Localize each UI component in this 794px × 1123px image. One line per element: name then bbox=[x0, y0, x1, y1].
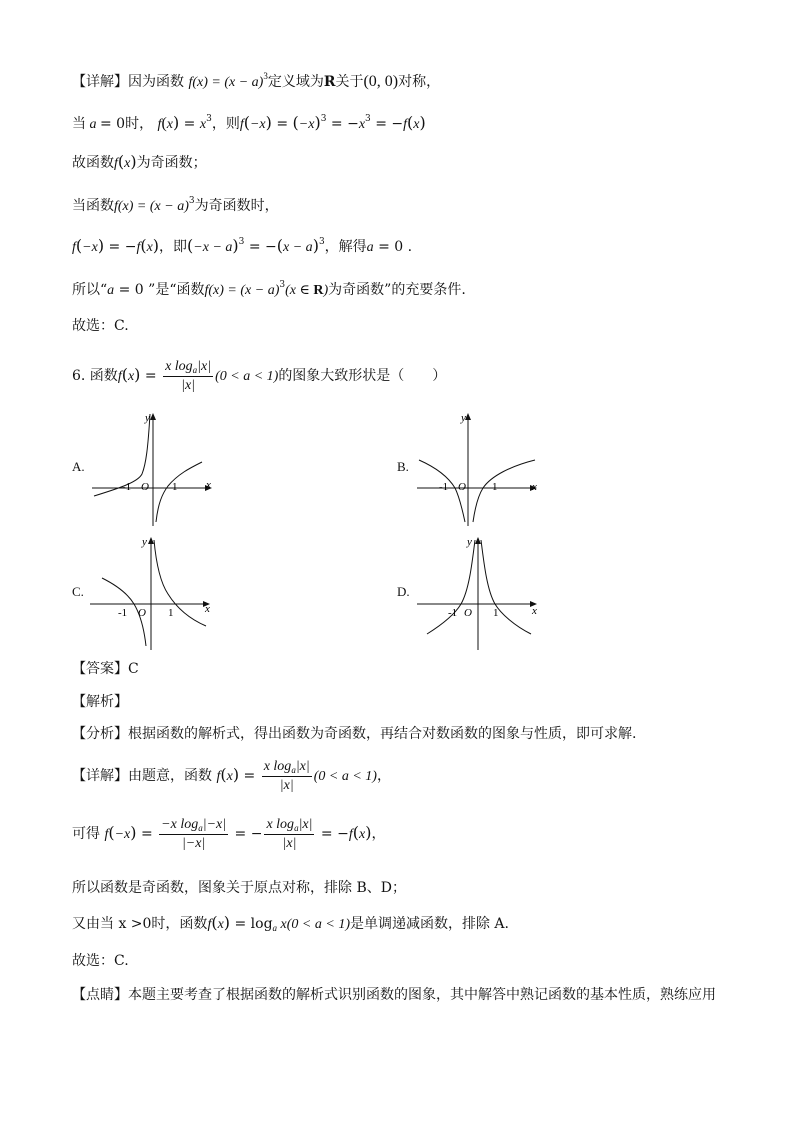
x-axis-label: x bbox=[532, 605, 537, 617]
answer-value: C bbox=[128, 661, 139, 677]
text: 由题意，函数 bbox=[128, 768, 212, 784]
option-d-label[interactable]: D. bbox=[397, 584, 410, 599]
text: ，解得 bbox=[324, 239, 367, 255]
text: 对称， bbox=[398, 74, 441, 90]
tick-neg1: -1 bbox=[122, 481, 132, 493]
x-axis-label: x bbox=[532, 481, 537, 493]
origin-label: O bbox=[464, 607, 472, 619]
graph-option-a[interactable] bbox=[90, 408, 220, 528]
text: 当 bbox=[72, 116, 86, 132]
detail-line-6: 所以“a = 0 ”是“函数$f(x) = (x - a)^3(x$ ∈ R)为奇函数”的充要条件. bbox=[72, 280, 466, 298]
detail-line-4: 当函数$f(x) = (x - a)^3$为奇函数时， bbox=[72, 196, 279, 214]
detail-line-1: 【详解】因为函数 $f(x) = (x - a)^3$定义域为R关于(0, 0)对称， bbox=[72, 71, 441, 90]
detail2-tag: 【详解】 bbox=[72, 768, 128, 784]
text: 当函数 bbox=[72, 198, 114, 214]
text: ”是“函数 bbox=[148, 282, 205, 298]
answer-line bbox=[72, 659, 139, 679]
tick-pos1: 1 bbox=[492, 481, 498, 493]
text: 定义域为 bbox=[267, 74, 324, 90]
detail-line-3: 故函数f(x)为奇函数； bbox=[72, 152, 207, 171]
y-axis-label: y bbox=[467, 536, 472, 548]
fraction: $\frac{-x \log_a|-x|}{|-x|}$ bbox=[161, 816, 227, 851]
text: 故函数 bbox=[72, 155, 114, 171]
text: 时， bbox=[125, 116, 154, 132]
text: 又由当 x >0时，函数 bbox=[72, 916, 208, 932]
text: ，则 bbox=[211, 116, 240, 132]
dianjing-text: 本题主要考查了根据函数的解析式识别函数的图象，其中解答中熟记函数的基本性质，熟练应用 bbox=[128, 987, 716, 1003]
tick-neg1: -1 bbox=[448, 607, 458, 619]
graph-option-c[interactable] bbox=[88, 532, 218, 652]
y-axis-label: y bbox=[145, 412, 150, 424]
fraction: $\frac{x \log_a|x|}{|x|}$ bbox=[266, 816, 313, 851]
fenxi-text: 根据函数的解析式，得出函数为奇函数，再结合对数函数的图象与性质，即可求解. bbox=[128, 726, 637, 742]
fraction: $\frac{x \log_a|x|}{|x|}$ bbox=[263, 758, 310, 793]
detail-line-7: 故选：C. bbox=[72, 318, 129, 334]
y-axis-label: y bbox=[461, 412, 466, 424]
graph-option-d[interactable] bbox=[415, 532, 545, 652]
text: 为奇函数”的充要条件. bbox=[328, 282, 466, 298]
dianjing-tag: 【点睛】 bbox=[72, 987, 128, 1003]
detail2-line-4: 又由当 x >0时，函数$f(x) = \log_a x(0 < a < 1)$是单调递减函数，排除 A. bbox=[72, 913, 509, 933]
option-b-label[interactable]: B. bbox=[397, 459, 409, 474]
text: ，即 bbox=[159, 239, 188, 255]
fenxi-line bbox=[72, 724, 636, 744]
detail-line-5: f(−x) = −f(x)，即$(-x - a)^3 = -(x - a)^3$，解得a = 0 . bbox=[72, 236, 413, 255]
origin-label: O bbox=[141, 481, 149, 493]
tick-pos1: 1 bbox=[168, 607, 174, 619]
fenxi-tag: 【分析】 bbox=[72, 726, 128, 742]
tick-pos1: 1 bbox=[172, 481, 178, 493]
option-a-label[interactable]: A. bbox=[72, 459, 85, 474]
tick-neg1: -1 bbox=[439, 481, 449, 493]
tick-neg1: -1 bbox=[118, 607, 128, 619]
dianjing-line bbox=[72, 985, 716, 1005]
detail2-line-2: 可得 f(−x) = $\frac{-x \log_a|-x|}{|-x|}$ = − $\frac{x \log_a|x|}{|x|}$ = −f(x)， bbox=[72, 816, 386, 851]
text: 为奇函数时， bbox=[194, 198, 279, 214]
formula: f bbox=[188, 75, 193, 90]
graph-option-b[interactable] bbox=[415, 408, 545, 528]
option-c-label[interactable]: C. bbox=[72, 584, 84, 599]
formula: a bbox=[86, 117, 100, 132]
tick-pos1: 1 bbox=[493, 607, 499, 619]
analysis-tag: 【解析】 bbox=[72, 694, 128, 710]
text: 可得 bbox=[72, 826, 100, 842]
detail2-line-3: 所以函数是奇函数，图象关于原点对称，排除 B、D； bbox=[72, 880, 406, 896]
x-axis-label: x bbox=[206, 479, 211, 491]
detail2-line-5: 故选：C. bbox=[72, 953, 129, 969]
fraction: $\frac{x \log_a|x|}{|x|}$ bbox=[165, 358, 212, 393]
text: 的图象大致形状是（ ） bbox=[278, 368, 447, 384]
detail-line-2: 当 a = 0时， $f(x) = x^3$，则$f(-x) = (-x)^3 = -x^3 = -f(x)$ bbox=[72, 113, 426, 132]
text: 为奇函数； bbox=[136, 155, 207, 171]
answer-tag: 【答案】 bbox=[72, 661, 128, 677]
x-axis-label: x bbox=[205, 603, 210, 615]
text: 是单调递减函数，排除 A. bbox=[349, 916, 509, 932]
text: 关于 bbox=[335, 74, 364, 90]
y-axis-label: y bbox=[142, 536, 147, 548]
detail2-line-1: 【详解】由题意，函数 f(x) = $\frac{x \log_a|x|}{|x|}$ (0 < a < 1)， bbox=[72, 758, 391, 793]
origin-label: O bbox=[458, 481, 466, 493]
origin-label: O bbox=[138, 607, 146, 619]
detail-tag: 【详解】 bbox=[72, 74, 128, 90]
question-6: 6. 函数f(x) = $\frac{x \log_a|x|}{|x|}$ (0 < a < 1)的图象大致形状是（ ） bbox=[72, 358, 447, 393]
text: 因为函数 bbox=[128, 74, 184, 90]
text: 所以“ bbox=[72, 282, 108, 298]
question-label: 6. 函数 bbox=[72, 368, 118, 384]
